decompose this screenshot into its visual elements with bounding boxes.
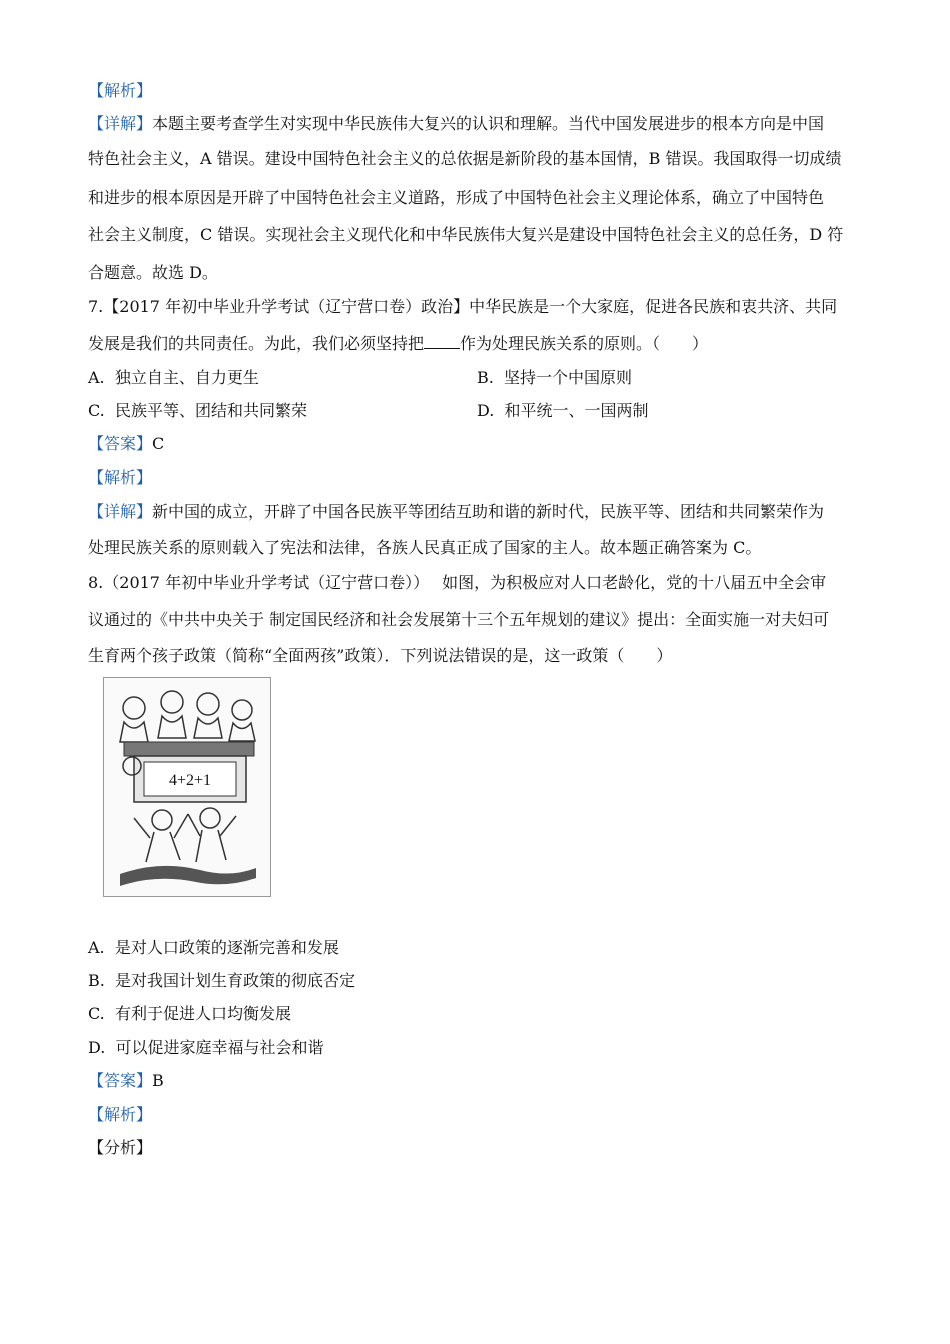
cartoon-illustration — [104, 678, 270, 896]
cartoon-figure — [103, 677, 271, 897]
fenxi-tag: 【分析】 — [88, 1138, 153, 1157]
detail-line: 处理民族关系的原则载入了宪法和法律，各族人民真正成了国家的主人。故本题正确答案为 C。 — [88, 538, 762, 557]
option-a: A. 是对人口政策的逐渐完善和发展 — [88, 938, 339, 957]
answer-tag: 【答案】 — [88, 434, 153, 453]
analysis-tag: 【解析】 — [88, 81, 153, 100]
detail-line: 【详解】本题主要考查学生对实现中华民族伟大复兴的认识和理解。当代中国发展进步的根本方向是中国 — [88, 114, 825, 133]
question-8-stem-2: 议通过的《中共中央关于 制定国民经济和社会发展第十三个五年规划的建议》提出：全面实施一对夫妇可 — [88, 610, 830, 629]
option-d: D. 可以促进家庭幸福与社会和谐 — [88, 1038, 324, 1057]
figure-label: 4+2+1 — [168, 772, 212, 789]
answer-line — [88, 433, 164, 455]
detail-line: 社会主义制度，C 错误。实现社会主义现代化和中华民族伟大复兴是建设中国特色社会主义的总任务，D 符 — [88, 225, 844, 244]
question-7-stem: 7.【2017 年初中毕业升学考试（辽宁营口卷）政治】中华民族是一个大家庭，促进各民族和衷共济、共同 — [88, 297, 838, 316]
analysis-tag: 【解析】 — [88, 468, 153, 487]
option-c: C. 民族平等、团结和共同繁荣 — [88, 401, 307, 420]
detail-tag: 【详解】 — [88, 114, 153, 133]
option-c: C. 有利于促进人口均衡发展 — [88, 1004, 291, 1023]
option-b: B. 坚持一个中国原则 — [477, 368, 633, 387]
detail-line: 特色社会主义，A 错误。建设中国特色社会主义的总依据是新阶段的基本国情，B 错误。我国取得一切成绩 — [88, 149, 842, 168]
answer-value: C — [152, 434, 165, 453]
detail-line: 和进步的根本原因是开辟了中国特色社会主义道路，形成了中国特色社会主义理论体系，确立了中国特色 — [88, 188, 825, 207]
question-7-stem-2: 发展是我们的共同责任。为此，我们必须坚持把 作为处理民族关系的原则。（ ） — [88, 334, 709, 353]
option-b: B. 是对我国计划生育政策的彻底否定 — [88, 971, 356, 990]
detail-tag: 【详解】 — [88, 502, 153, 521]
answer-value: B — [152, 1071, 164, 1090]
question-8-stem: 8.（2017 年初中毕业升学考试（辽宁营口卷）） 如图，为积极应对人口老龄化，党的十八届五中全会审 — [88, 573, 827, 592]
detail-line: 合题意。故选 D。 — [88, 263, 218, 282]
answer-tag: 【答案】 — [88, 1071, 153, 1090]
analysis-tag: 【解析】 — [88, 1105, 153, 1124]
answer-blank — [424, 334, 460, 349]
question-8-stem-3: 生育两个孩子政策（简称“全面两孩”政策）．下列说法错误的是，这一政策（ ） — [88, 646, 673, 665]
answer-line — [88, 1070, 164, 1092]
detail-line: 【详解】新中国的成立，开辟了中国各民族平等团结互助和谐的新时代，民族平等、团结和共同繁荣作为 — [88, 502, 825, 521]
option-d: D. 和平统一、一国两制 — [477, 401, 649, 420]
option-a: A. 独立自主、自力更生 — [88, 368, 259, 387]
